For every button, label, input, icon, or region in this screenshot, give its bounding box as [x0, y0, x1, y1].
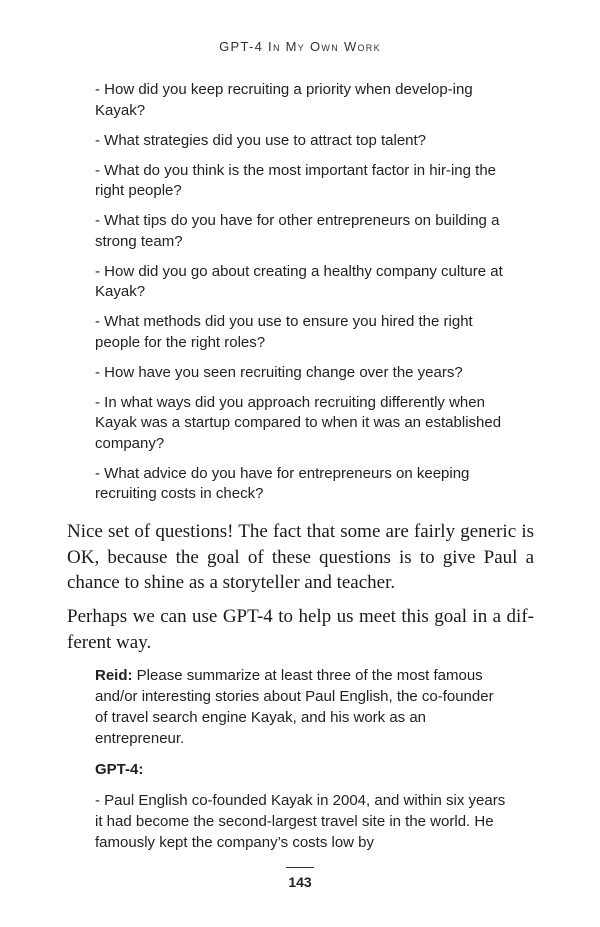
body-paragraph-2: Perhaps we can use GPT-4 to help us meet this goal in a dif-ferent way.: [67, 606, 534, 653]
gpt4-response-text: - Paul English co-founded Kayak in 2004, and within six years it had become the second-largest travel site in the world. He famously kept the company’s costs low by: [95, 792, 506, 851]
speaker-label-reid: Reid:: [95, 667, 133, 684]
question-item: - What strategies did you use to attract top talent?: [95, 131, 427, 149]
running-title: GPT-4 In My Own Work: [219, 39, 381, 54]
body-paragraph-1: Nice set of questions! The fact that some are fairly generic is OK, because the goal of these questions is to give Paul a chance to shine as a storyteller and teacher.: [67, 521, 534, 593]
dialog-block: [95, 665, 510, 853]
running-header: [0, 39, 600, 54]
question-item: - How did you go about creating a healthy company culture at Kayak?: [95, 262, 503, 300]
question-item: - How have you seen recruiting change over the years?: [95, 363, 463, 381]
question-item: - What advice do you have for entrepreneurs on keeping recruiting costs in check?: [95, 464, 470, 502]
page-number: 143: [288, 874, 312, 890]
question-item: - What tips do you have for other entrepreneurs on building a strong team?: [95, 212, 500, 250]
question-item: - How did you keep recruiting a priority when develop-ing Kayak?: [95, 81, 473, 119]
reid-prompt-text: Please summarize at least three of the most famous and/or interesting stories about Paul English, the co-founder of travel search engine Kayak, and his work as an entrepreneur.: [95, 667, 494, 747]
question-item: - In what ways did you approach recruiting differently when Kayak was a startup compared to when it was an established company?: [95, 393, 502, 452]
speaker-label-gpt4: GPT-4:: [95, 761, 144, 778]
question-item: - What methods did you use to ensure you hired the right people for the right roles?: [95, 313, 473, 351]
question-item: - What do you think is the most important factor in hir-ing the right people?: [95, 161, 497, 199]
reid-prompt: [95, 665, 510, 749]
question-list: [95, 80, 505, 514]
footer-divider: [286, 867, 314, 868]
